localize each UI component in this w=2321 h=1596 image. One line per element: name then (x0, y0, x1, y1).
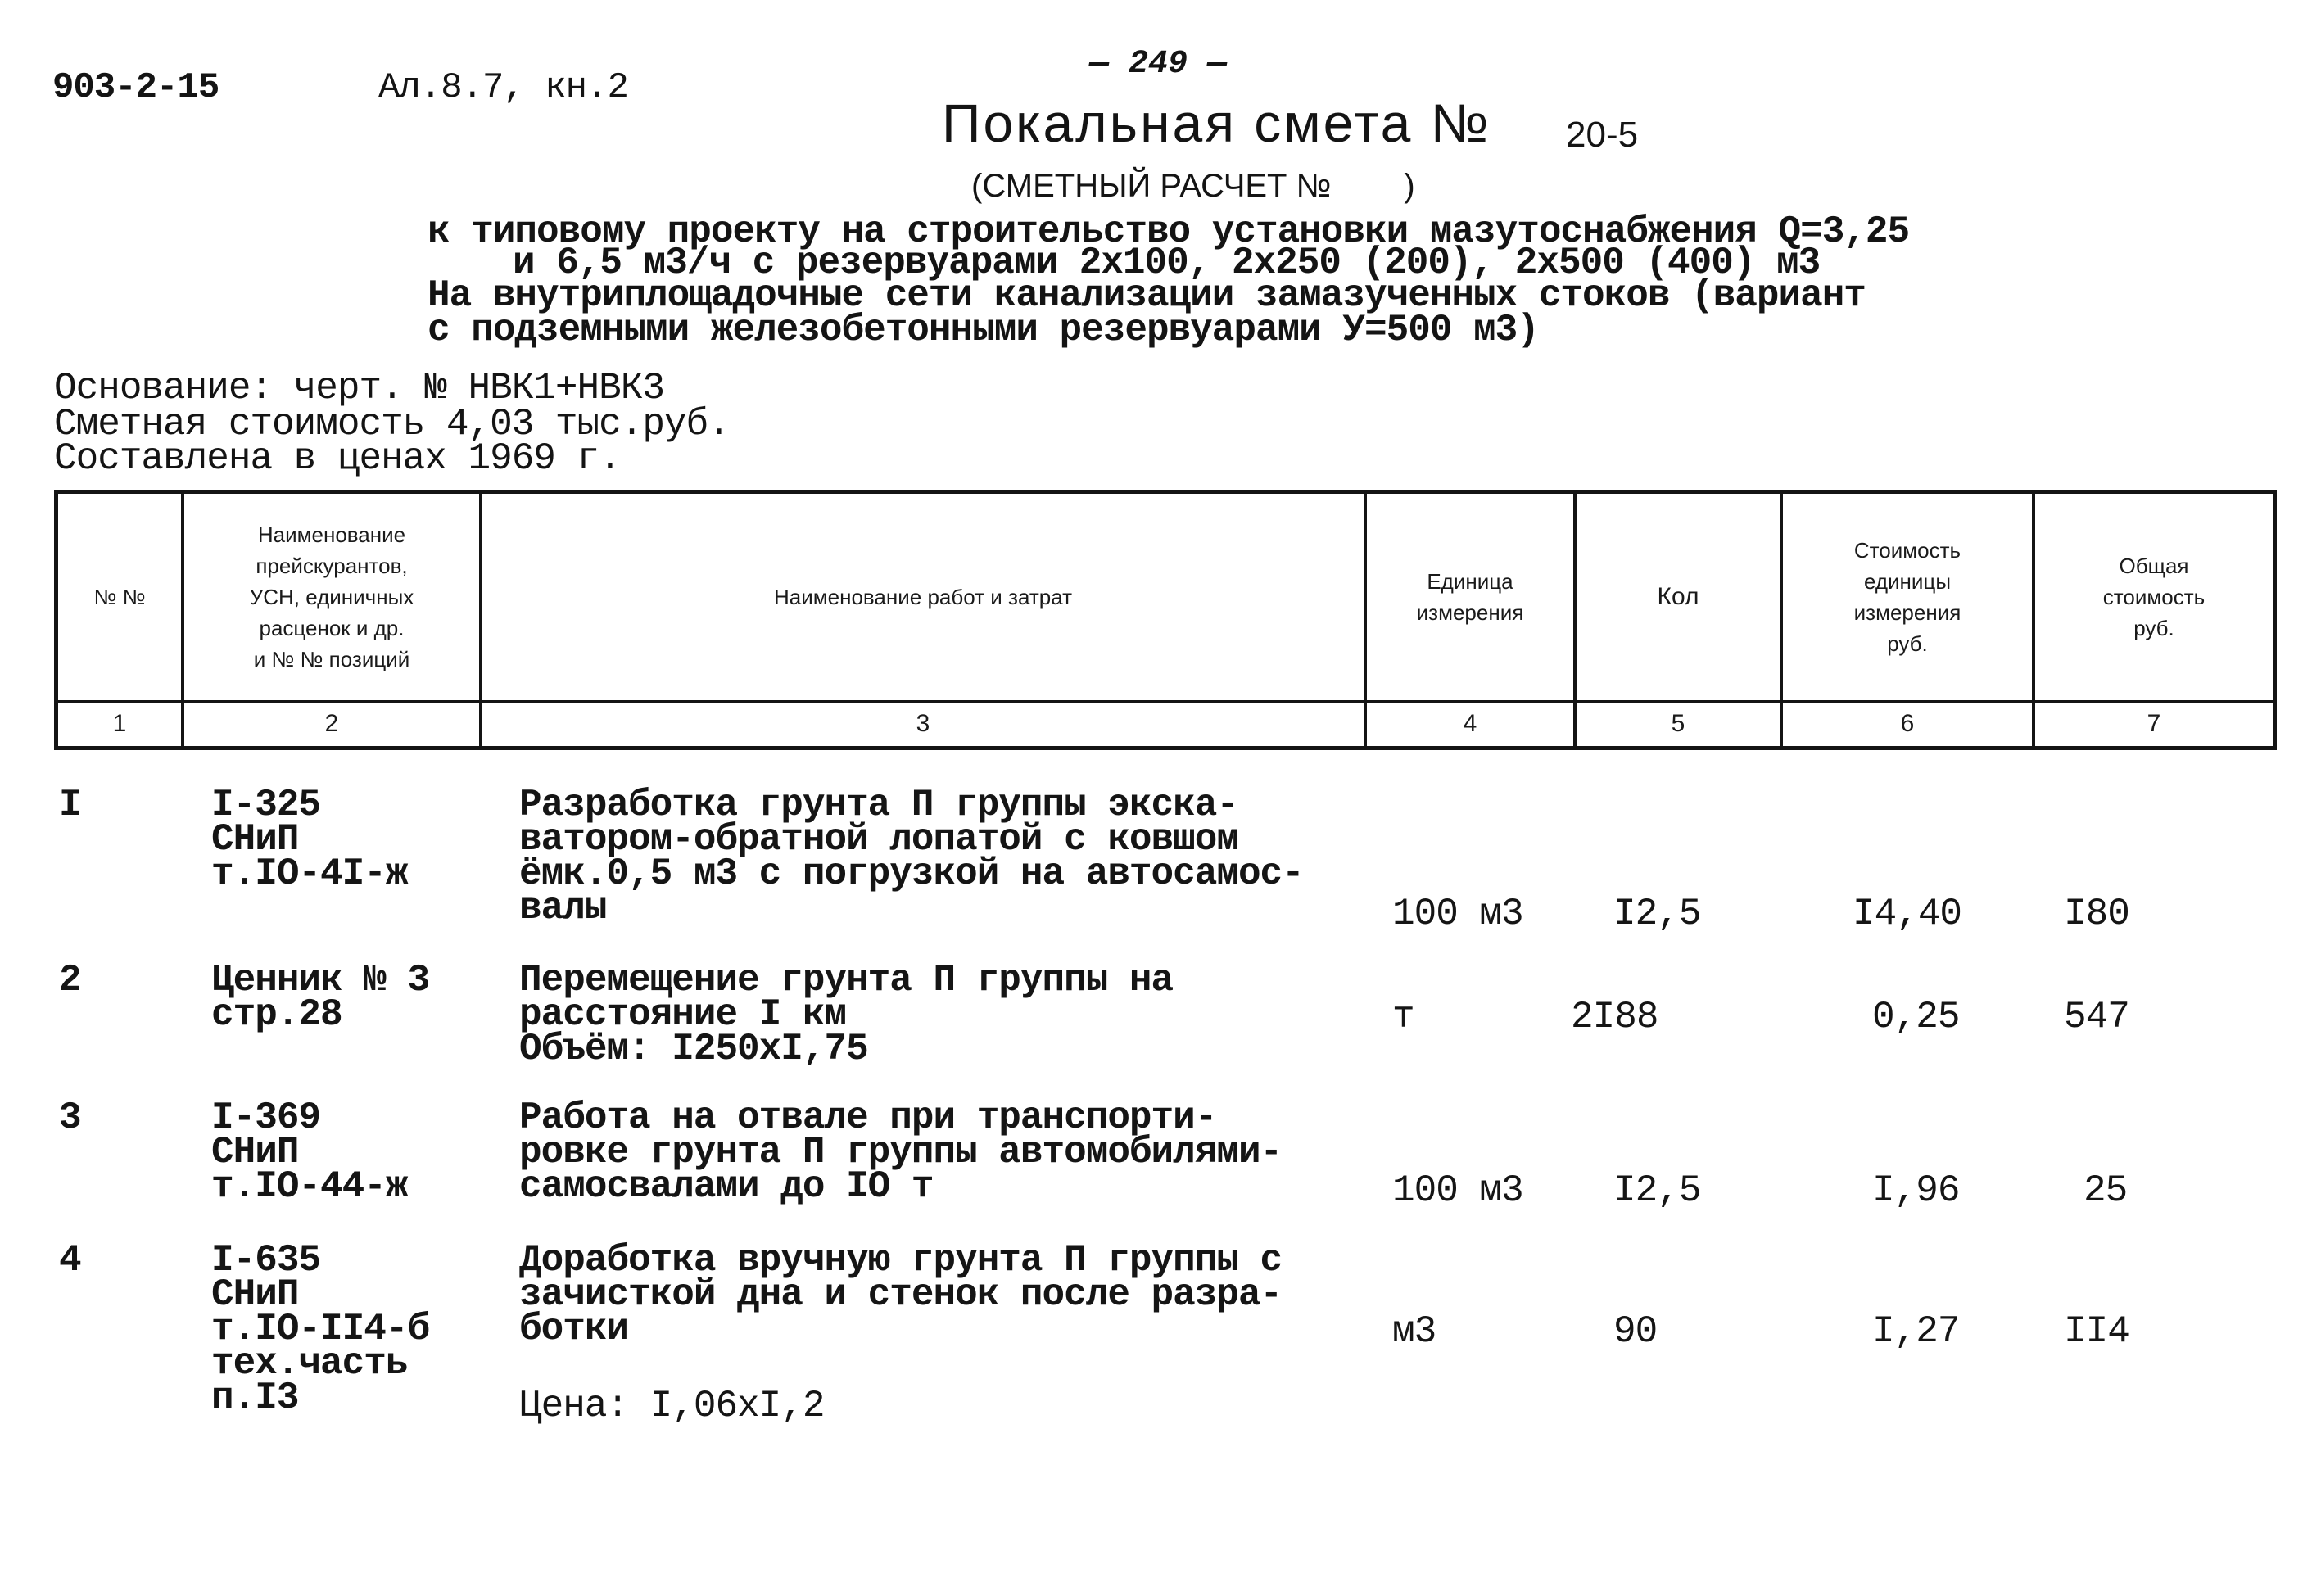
row-work-name: Доработка вручную грунта П группы с зачисткой дна и стенок после разра- ботки (519, 1239, 1283, 1350)
row-quantity: 90 (1613, 1310, 1658, 1353)
header-quantity: Кол (1657, 583, 1699, 610)
column-number: 3 (916, 710, 930, 737)
description-line: На внутриплощадочные сети канализации замазученных стоков (вариант (428, 274, 1866, 317)
row-unit-cost: 0,25 (1872, 996, 1960, 1038)
estimate-header-table (54, 490, 2277, 750)
prices-year-line: Составлена в ценах 1969 г. (54, 437, 621, 480)
row-number: 3 (59, 1096, 81, 1139)
row-unit: 100 м3 (1392, 1169, 1523, 1212)
column-number: 6 (1900, 710, 1915, 737)
row-number: 2 (59, 959, 81, 1001)
estimate-number: 20-5 (1566, 115, 1639, 155)
album-reference: Ал.8.7, кн.2 (378, 67, 628, 108)
row-work-name: Работа на отвале при транспорти- ровке грунта П группы автомобилями- самосвалами до IО т (519, 1096, 1283, 1208)
basis-line: Основание: черт. № НВК1+НВК3 (54, 367, 664, 409)
column-number: 4 (1463, 710, 1477, 737)
page-title: Покальная смета № (942, 93, 1491, 153)
row-work-name: Перемещение грунта П группы на расстояние I км Объём: I250хI,75 (519, 959, 1174, 1070)
row-unit: м3 (1392, 1310, 1436, 1353)
row-price-note: Цена: I,06хI,2 (519, 1385, 825, 1427)
row-unit: т (1392, 996, 1414, 1038)
header-work-name: Наименование работ и затрат (773, 585, 1072, 609)
row-quantity: I2,5 (1613, 1169, 1701, 1212)
row-number: I (59, 784, 81, 826)
row-unit-cost: I,96 (1872, 1169, 1960, 1212)
column-number: 2 (324, 710, 339, 737)
description-line: и 6,5 м3/ч с резервуарами 2х100, 2х250 (200), 2х500 (400) м3 (513, 242, 1821, 284)
description-line: к типовому проекту на строительство установки мазутоснабжения Q=3,25 (428, 210, 1910, 253)
header-price-reference: Наименование прейскурантов, УСН, единичных расценок и др. и № № позиций (249, 522, 414, 671)
row-unit-cost: I4,40 (1853, 893, 1962, 935)
description-line: с подземными железобетонными резервуарами У=500 м3) (428, 309, 1539, 351)
column-number: 7 (2147, 710, 2161, 737)
header-number: № № (93, 585, 146, 609)
row-quantity: I2,5 (1613, 893, 1701, 935)
column-number: 1 (112, 710, 127, 737)
row-work-name: Разработка грунта П группы экска- ватором-обратной лопатой с ковшом ёмк.0,5 м3 с погрузкой на автосамос- валы (519, 784, 1304, 929)
subtitle: (СМЕТНЫЙ РАСЧЕТ № ) (971, 168, 1415, 204)
document-code: 903-2-15 (52, 67, 219, 108)
row-total: I80 (2064, 893, 2129, 935)
row-quantity: 2I88 (1571, 996, 1658, 1038)
row-price-reference: Ценник № 3 стр.28 (211, 959, 430, 1036)
header-unit: Единица измерения (1416, 569, 1524, 625)
row-price-reference: I-369 СНиП т.IО-44-ж (211, 1096, 408, 1208)
row-total: II4 (2064, 1310, 2129, 1353)
estimated-cost-line: Сметная стоимость 4,03 тыс.руб. (54, 403, 730, 445)
header-total-cost: Общая стоимость руб. (2102, 554, 2206, 640)
row-total: 25 (2083, 1169, 2128, 1212)
row-total: 547 (2064, 996, 2129, 1038)
row-price-reference: I-325 СНиП т.IО-4I-ж (211, 784, 408, 895)
header-unit-cost: Стоимость единицы измерения руб. (1853, 538, 1961, 656)
row-number: 4 (59, 1239, 81, 1282)
page-number: — 249 — (1089, 46, 1228, 83)
column-number: 5 (1671, 710, 1685, 737)
row-price-reference: I-635 СНиП т.IО-II4-б тех.часть п.I3 (211, 1239, 430, 1419)
row-unit-cost: I,27 (1872, 1310, 1960, 1353)
row-unit: 100 м3 (1392, 893, 1523, 935)
